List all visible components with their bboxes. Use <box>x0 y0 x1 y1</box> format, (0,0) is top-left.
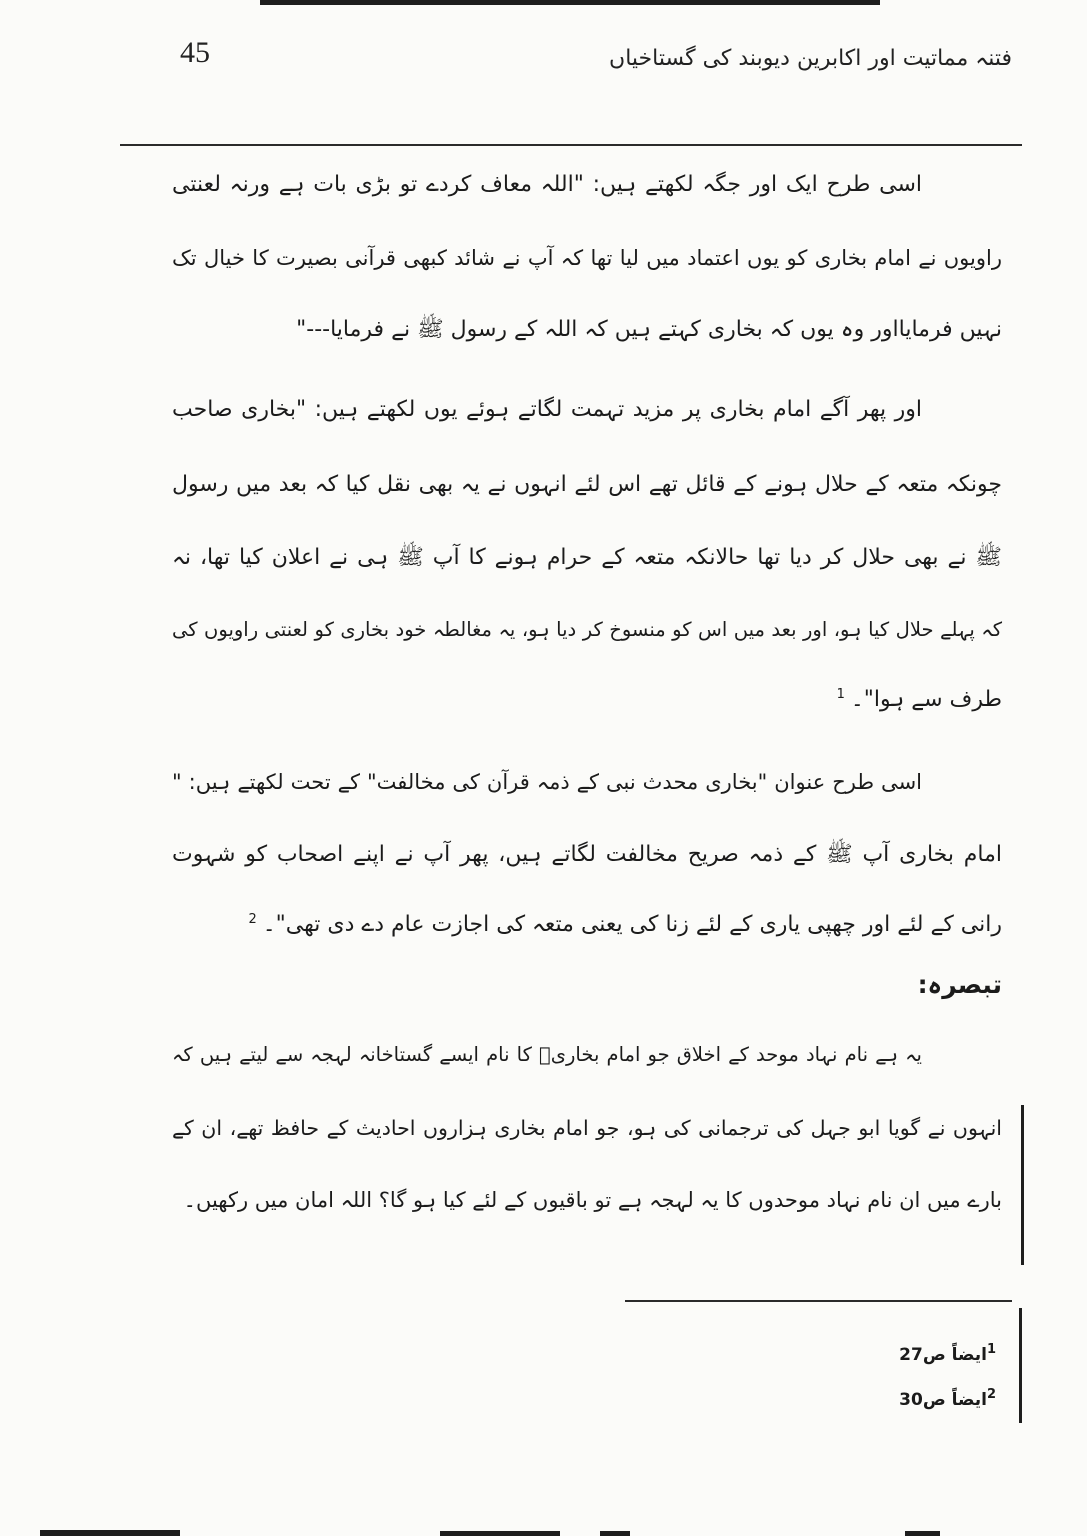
footnote-ref[interactable]: 2 <box>248 911 257 927</box>
scan-edge-right <box>1019 1308 1022 1423</box>
paragraph-line: اور پھر آگے امام بخاری پر مزید تہمت لگاتے ہوئے یوں لکھتے ہیں: "بخاری صاحب <box>172 397 922 422</box>
paragraph-line: چونکہ متعہ کے حلال ہونے کے قائل تھے اس لئے انہوں نے یہ بھی نقل کیا کہ بعد میں رسول <box>172 472 1002 497</box>
footnote-marker: 2 <box>986 1387 996 1403</box>
page-number: 45 <box>180 36 210 69</box>
footnote-rule <box>625 1300 1012 1302</box>
paragraph-line: ﷺ نے بھی حلال کر دیا تھا حالانکہ متعہ کے حرام ہونے کا آپ ﷺ ہی نے اعلان کیا تھا، نہ <box>172 545 1002 570</box>
paragraph-line: اسی طرح ایک اور جگہ لکھتے ہیں: "اللہ معاف کردے تو بڑی بات ہے ورنہ لعنتی <box>172 172 922 197</box>
footnote-ref[interactable]: 1 <box>836 686 845 702</box>
scan-edge-bottom <box>905 1531 940 1536</box>
paragraph-line: انہوں نے گویا ابو جہل کی ترجمانی کی ہو، جو امام بخاری ہزاروں احادیث کے حافظ تھے، ان کے <box>172 1116 1002 1140</box>
scan-edge-top <box>260 0 880 5</box>
paragraph-line: نہیں فرمایااور وہ یوں کہ بخاری کہتے ہیں کہ اللہ کے رسول ﷺ نے فرمایا---" <box>296 317 1002 342</box>
paragraph-line: یہ ہے نام نہاد موحد کے اخلاق جو امام بخاریؒ کا نام ایسے گستاخانہ لہجہ سے لیتے ہیں کہ <box>172 1043 922 1066</box>
paragraph-line: کہ پہلے حلال کیا ہو، اور بعد میں اس کو منسوخ کر دیا ہو، یہ مغالطہ خود بخاری کو لعنتی راویوں کی <box>172 618 1002 641</box>
footnote-marker: 1 <box>986 1342 996 1358</box>
paragraph-line: راویوں نے امام بخاری کو یوں اعتماد میں لیا تھا کہ آپ نے شائد کبھی قرآنی بصیرت کا خیال تک <box>172 246 1002 270</box>
scan-edge-bottom <box>600 1531 630 1536</box>
header-rule <box>120 144 1022 146</box>
paragraph-line <box>172 678 1002 722</box>
running-title: فتنہ مماتیت اور اکابرین دیوبند کی گستاخیاں <box>609 46 1012 71</box>
commentary-heading: تبصرہ: <box>917 970 1002 999</box>
footnote-text: ایضاً ص27 <box>899 1345 987 1365</box>
paragraph-line-text: رانی کے لئے اور چھپی یاری کے لئے زنا کی یعنی متعہ کی اجازت عام دے دی تھی"۔ <box>262 912 1002 937</box>
scan-edge-bottom <box>440 1531 560 1536</box>
paragraph-line <box>172 903 1002 947</box>
paragraph-line-text: طرف سے ہوا"۔ <box>850 687 1002 712</box>
scan-edge-bottom <box>40 1530 180 1536</box>
footnote-text: ایضاً ص30 <box>899 1390 987 1410</box>
footnote <box>780 1337 1002 1373</box>
scan-edge-right <box>1021 1105 1024 1265</box>
footnote <box>780 1382 1002 1418</box>
paragraph-line: بارے میں ان نام نہاد موحدوں کا یہ لہجہ ہے تو باقیوں کے لئے کیا ہو گا؟ اللہ امان میں رکھیں۔ <box>183 1188 1002 1212</box>
paragraph-line: امام بخاری آپ ﷺ کے ذمہ صریح مخالفت لگاتے ہیں، پھر آپ نے اپنے اصحاب کو شہوت <box>172 842 1002 867</box>
paragraph-line: اسی طرح عنوان "بخاری محدث نبی کے ذمہ قرآن کی مخالفت" کے تحت لکھتے ہیں: " <box>172 770 922 794</box>
